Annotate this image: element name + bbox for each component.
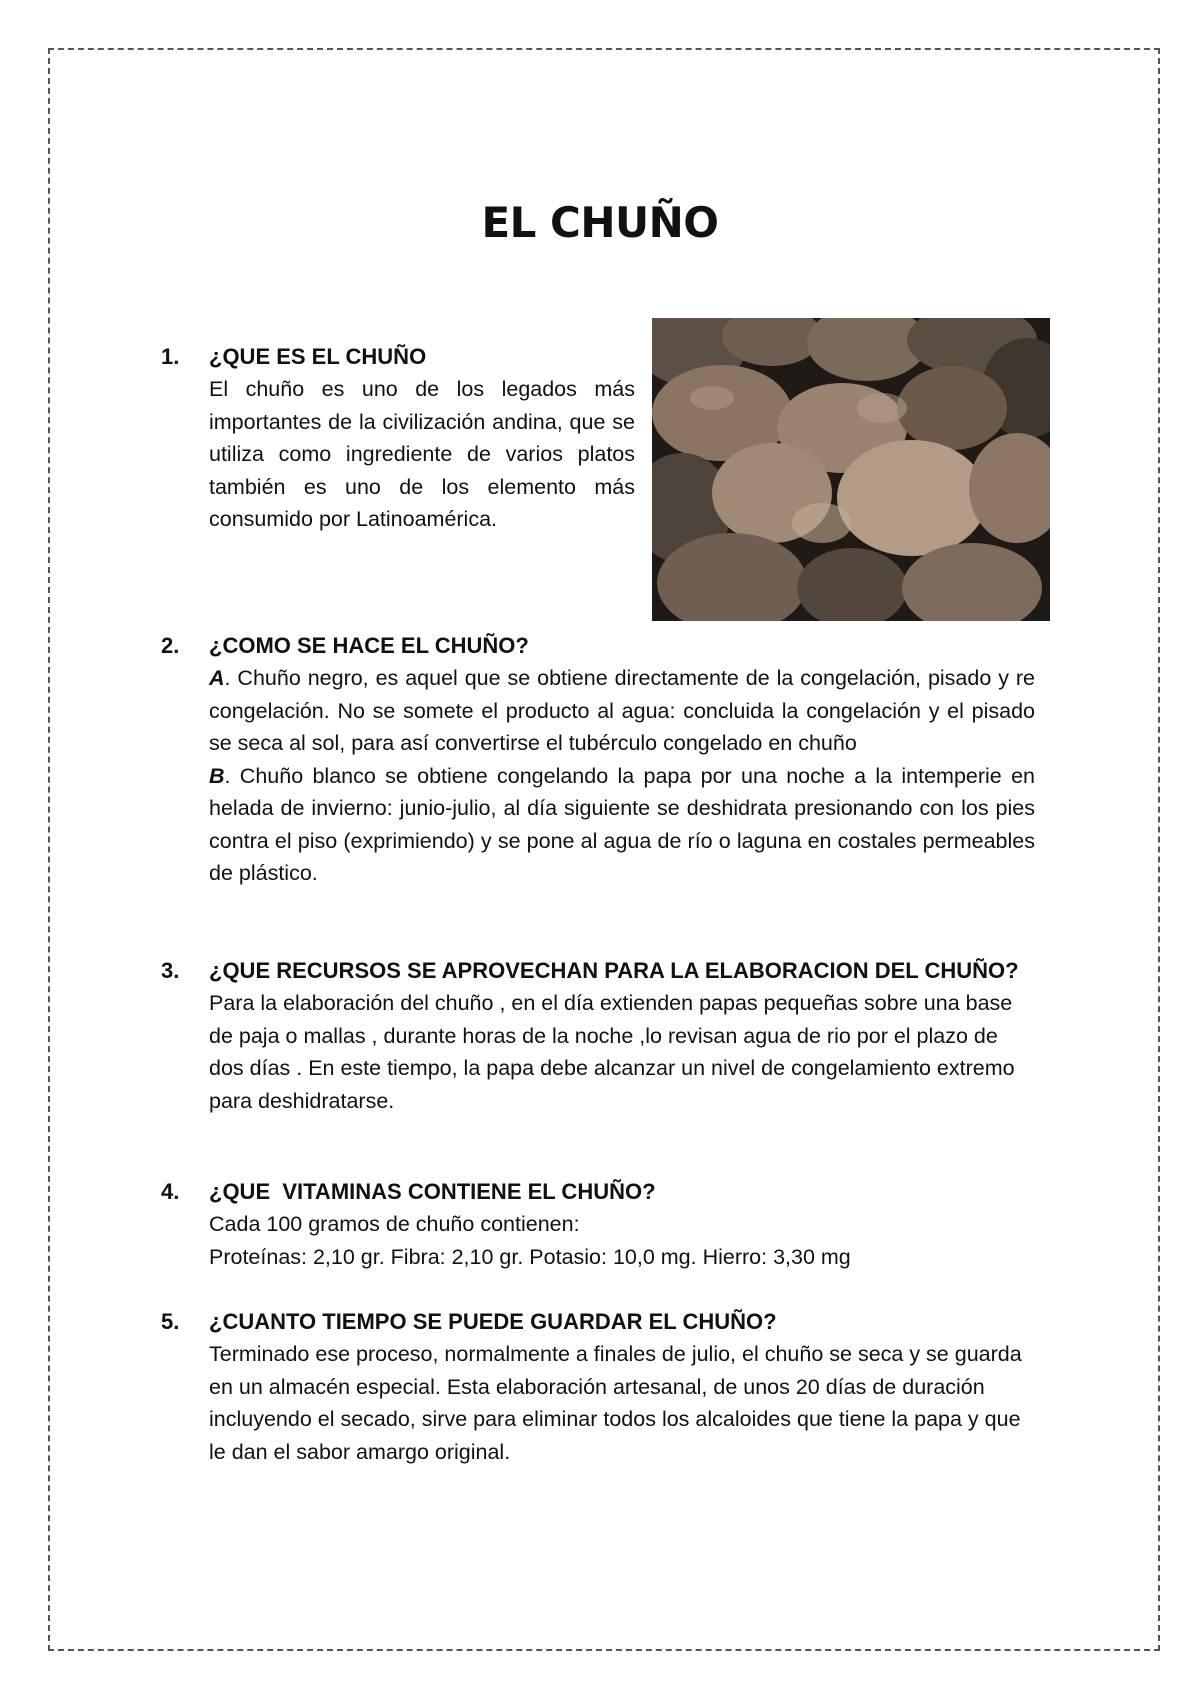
heading-text: ¿QUE ES EL CHUÑO: [209, 344, 427, 369]
heading-text: ¿QUE RECURSOS SE APROVECHAN PARA LA ELABORACION DEL CHUÑO?: [209, 958, 1019, 983]
section-number: 2.: [161, 633, 180, 658]
section-heading: [161, 955, 1035, 987]
section-number: 1.: [161, 344, 180, 369]
section-3: [161, 955, 1035, 1117]
section-number: 4.: [161, 1179, 180, 1204]
section-body: El chuño es uno de los legados más importantes de la civilización andina, que se utiliza como ingrediente de varios platos también es uno de los elemento más consumido por Latinoamérica.: [209, 377, 635, 531]
section-body-part-a: [209, 662, 1035, 760]
chuno-photo: [652, 318, 1050, 621]
section-body-line: Cada 100 gramos de chuño contienen:: [209, 1212, 580, 1236]
section-heading: [161, 630, 1035, 662]
part-text: . Chuño blanco se obtiene congelando la papa por una noche a la intemperie en helada de invierno: junio-julio, al día siguiente se deshidrata presionando con los pies contra el piso (exprimiendo) y se pone al agua de río o laguna en costales permeables de plástico.: [209, 763, 1035, 885]
section-heading: [161, 1176, 1035, 1208]
part-label: A: [209, 666, 225, 690]
section-heading: [161, 1306, 1035, 1338]
section-body: Terminado ese proceso, normalmente a finales de julio, el chuño se seca y se guarda en un almacén especial. Esta elaboración artesanal, de unos 20 días de duración incluyendo el secado, sirve para eliminar todos los alcaloides que tiene la papa y que le dan el sabor amargo original.: [209, 1342, 1022, 1464]
heading-text: ¿CUANTO TIEMPO SE PUEDE GUARDAR EL CHUÑO?: [209, 1309, 777, 1334]
section-number: 5.: [161, 1309, 180, 1334]
section-1: [161, 341, 635, 536]
part-label: B: [209, 763, 225, 788]
section-body: Para la elaboración del chuño , en el día extienden papas pequeñas sobre una base de paja o mallas , durante horas de la noche ,lo revisan agua de rio por el plazo de dos días . En este tiempo, la papa debe alcanzar un nivel de congelamiento extremo para deshidratarse.: [209, 991, 1015, 1113]
section-5: [161, 1306, 1035, 1468]
section-body-part-b: [209, 760, 1035, 890]
section-4: [161, 1176, 1035, 1273]
page-title: EL CHUÑO: [481, 198, 719, 247]
heading-text: ¿QUE VITAMINAS CONTIENE EL CHUÑO?: [209, 1179, 656, 1204]
section-number: 3.: [161, 958, 180, 983]
section-body-line: Proteínas: 2,10 gr. Fibra: 2,10 gr. Potasio: 10,0 mg. Hierro: 3,30 mg: [209, 1244, 851, 1269]
heading-text: ¿COMO SE HACE EL CHUÑO?: [209, 633, 529, 658]
section-heading: [161, 341, 635, 373]
section-2: [161, 630, 1035, 890]
part-text: . Chuño negro, es aquel que se obtiene directamente de la congelación, pisado y re congelación. No se somete el producto al agua: concluida la congelación y el pisado se seca al sol, para así convertirse el tubérculo congelado en chuño: [209, 666, 1035, 755]
